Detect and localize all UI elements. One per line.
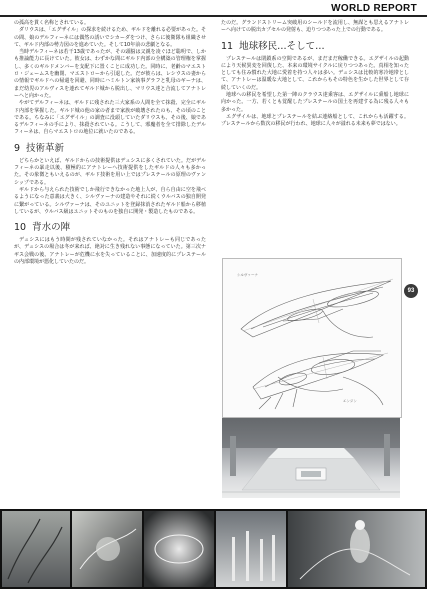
- left-paragraph: の孤高を貫く名称とされている。: [14, 20, 90, 26]
- left-column: [14, 20, 206, 266]
- section-number: 11: [221, 40, 234, 52]
- right-paragraph: 地球への移民を希望した第一陣のクラウス達乗客は、エグザイルに乗船し地球に向かった。一方、若くとも覚醒したプレステールの国土を再建する為に残る人々も多かった。: [221, 92, 409, 113]
- right-paragraph: エグザイルは、地球とプレステールを結ぶ連絡船として、これからも活躍する。プレステールから数次の移民が行われ、地球に人々が溢れる未来も夢ではない。: [221, 113, 409, 128]
- section-number: 10: [14, 222, 27, 234]
- film-strip: [0, 509, 427, 589]
- section-title: 技術革新: [26, 142, 65, 154]
- render-scene: [222, 418, 400, 498]
- left-paragraph: やがてデルフィーネは、ギルドに残された三大家系の人間を全て抹殺、完全にギルド内部を掌握した。ギルド城の他の家の者まで家族が破壊されたのも、その頃のことである。ちなみに「エグザイル」の調査に没頭していたダリウスも、その後、娘であるデルフィーネの手により、抹殺されている。こうして、邪魔者を全て排除したデルフィーネは、自らマエストロの地位に就いたのである。: [14, 100, 206, 136]
- right-column: [221, 20, 409, 129]
- section-number: 9: [14, 142, 21, 154]
- left-paragraph: デュシスにはもう時間が残されていなかった。それはアナトレーも同じであったが、デュシスの場合は冬が来れば、絶対に生き残れない事態になっていた。第三次ナギス会戦の後、アナトレーが危機に水を失っていることに、加速度的にプレステールの内部環境が悪化していたのだ。: [14, 237, 206, 266]
- section-heading-11: [221, 41, 409, 53]
- section-heading-10: [14, 222, 206, 234]
- sketch-note: シルヴァーナ: [237, 273, 258, 277]
- ship-sketch-illustration: [222, 258, 402, 418]
- left-paragraph: 当時デルフィーネは若干13歳であったが、その頭脳は父親を凌ぐほど聡明で、しかも推論能力に長けていた。彼女は、わずかな間にギルド内部の全構築の管理権を掌握し、多くのギルドメンバーを支配下に置くことに成功した。同時に、老齢のマエストロ・ジェームスを幽閉、マエストローから引退した。だが彼らは、レシウスの妻からの情報でギルドへの帰還を回避、同時にハミルトン家執事グラフと乳母のギーナは、まだ幼児のアルヴィスを連れてギルド城から脱出し、マリウス達と合流してアナトレーへと向かった。: [14, 49, 206, 99]
- ship-sketch-drawing: [223, 259, 401, 417]
- sketch-note: エンジン: [343, 399, 357, 403]
- section-title: 地球移民…そして…: [239, 40, 325, 52]
- right-paragraph: たのだ。グランドストリーム突破用のシールドを流用し、無謀とも思えるアナトレーへ向けての脱出カプセルの発射も、迫りつつあった上での行動である。: [221, 20, 409, 34]
- left-paragraph: ギルドから与えられた技術でしか飛行できなかった地上人が、自ら自由に空を飛べるようになった意義は大きく、シルヴァーナの建造やそれに続くウルバスの独自開発に繋がっている。シルヴァーナは、そのユニットを登録抹消されたギルド船から移植しているが、ウルバス級はユニットそのものを独自に開発・製造したものである。: [14, 186, 206, 215]
- section-heading-9: [14, 143, 206, 155]
- header-title: WORLD REPORT: [331, 3, 417, 14]
- film-strip-frames: [0, 509, 427, 589]
- header-rule: [0, 15, 427, 17]
- page-number-badge: 93: [404, 284, 418, 298]
- section-title: 背水の陣: [32, 222, 71, 234]
- left-paragraph: ダリウスは、「エグザイル」の探求を続けるため、ギルドを離れる必要があった。その間、娘のデルフィーネには偶然の誘いでシカーダをつけ、さらに後衛隊も組織させて、ギルド内部の勢力図のを進めていた。そして10年前の悲劇となる。: [14, 27, 206, 48]
- left-paragraph: どちらかといえば、ギルドからの技術提供はデュシスに多くされていた。だがデルフィーネの暴走以後、積極的にアナトレーへ技術提供をしたギルドの人々も多かった。その象徴ともいえるのが、ギルド技術を用い上ではプレステールの原理のヴァンシップである。: [14, 157, 206, 186]
- right-paragraph: プレステールは閉鎖系の空間であるが、まだまだ稼働できる。エグザイルの起動により天候異変を回復した、本来の環境サイクルに戻りつつあった。真相を知ったとしても住み慣れた大地に愛着を持つ人々は多い。デュシスは比較的寒冷地帯として、アナトレーは温暖な大地として、これからもその特色を生かした世界として存続していくのだ。: [221, 55, 409, 91]
- ship-render-image: [222, 418, 400, 498]
